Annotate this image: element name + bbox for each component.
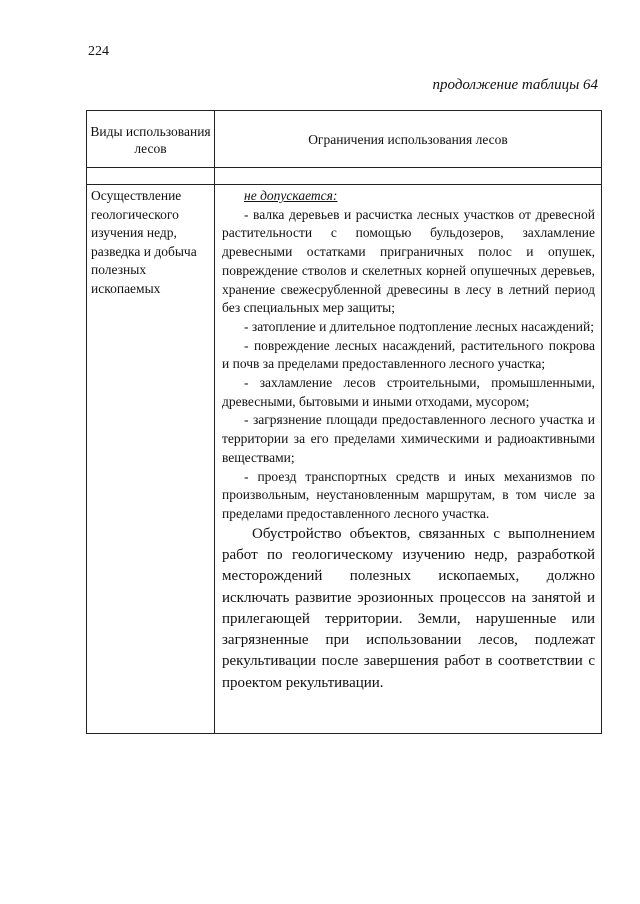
closing-paragraph: Обустройство объектов, связанных с выполнением работ по геологическому изучению недр, разработкой месторождений полезных ископаемых, должно исключать развитие эрозионных процессов на занятой и прилегающей территории. Земли, нарушенные или загрязненные при использовании лесов, подлежат рекультивации после завершения работ в соответствии с проектом рекультивации. — [222, 525, 595, 691]
restriction-item: - валка деревьев и расчистка лесных участков от древесной растительности с помощью бульдозеров, захламление древесными остатками приграничных полос и опушек, повреждение стволов и скелетных корней опушечных деревьев, хранение свежесрубленной древесины в лесу в летний период без специальных мер защиты; — [222, 206, 595, 316]
restriction-item: - проезд транспортных средств и иных механизмов по произвольным, неустановленным маршрутам, в том числе за пределами предоставленного лесного участка. — [222, 468, 595, 521]
restrictions-table — [86, 110, 602, 734]
restriction-item: - повреждение лесных насаждений, растительного покрова и почв за пределами предоставленного лесного участка; — [222, 337, 595, 372]
forest-use-kind-cell: Осуществление геологического изучения недр, разведка и добыча полезных ископаемых — [87, 185, 215, 734]
restriction-item: - захламление лесов строительными, промышленными, древесными, бытовыми и иными отходами, мусором; — [222, 375, 595, 409]
header-forest-use-restrictions: Ограничения использования лесов — [215, 111, 602, 168]
header-forest-use-kind: Виды использования лесов — [87, 111, 215, 168]
table-spacer-row — [87, 168, 602, 185]
page-number: 224 — [88, 44, 109, 59]
table-header-row — [87, 111, 602, 168]
restrictions-cell — [215, 185, 602, 734]
spacer-cell-left — [87, 168, 215, 185]
restriction-item: - загрязнение площади предоставленного лесного участка и территории за его пределами химическими и радиоактивными веществами; — [222, 412, 595, 465]
not-allowed-label: не допускается: — [244, 188, 338, 203]
table-row — [87, 185, 602, 734]
table-continuation-caption: продолжение таблицы 64 — [432, 77, 598, 93]
spacer-cell-right — [215, 168, 602, 185]
restriction-item: - затопление и длительное подтопление лесных насаждений; — [244, 318, 594, 334]
